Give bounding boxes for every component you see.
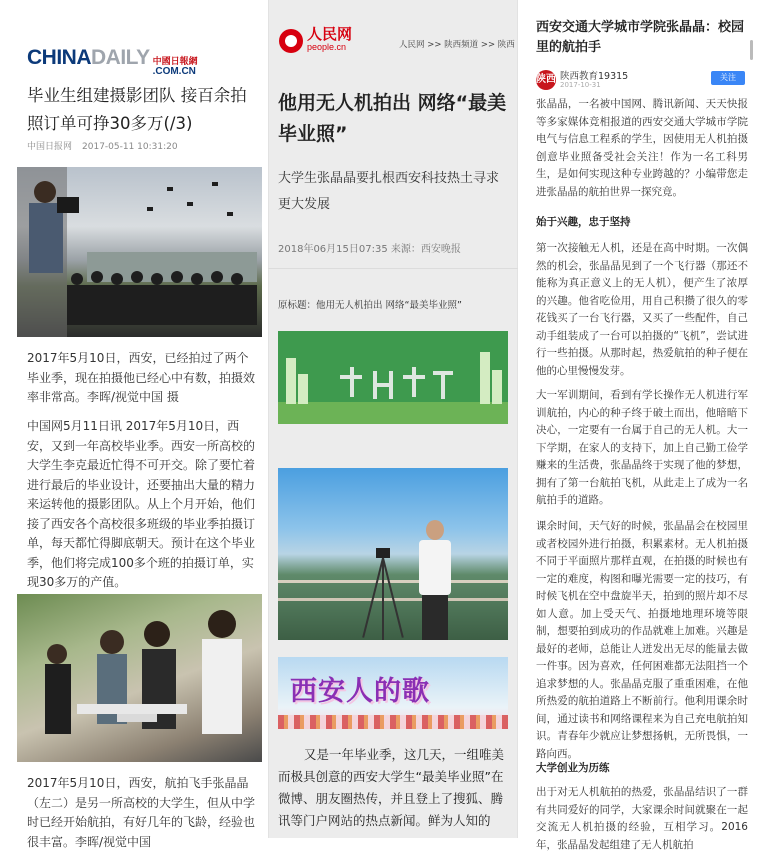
section-heading: 始于兴趣，忠于坚持 <box>536 216 631 228</box>
article-date: 2017-10-31 <box>560 81 601 89</box>
account-avatar[interactable]: 陕西 <box>536 70 556 90</box>
article-source: 中国日报网 <box>27 142 73 152</box>
xian-song-banner[interactable] <box>278 657 508 729</box>
follow-button[interactable]: 关注 <box>711 71 745 85</box>
article-datetime: 2017-05-11 10:31:20 <box>82 142 178 152</box>
people-logo-icon <box>279 29 303 53</box>
graduation-crowd-image <box>17 167 262 337</box>
article-title: 他用无人机拍出 网络“最美毕业照” <box>278 92 507 145</box>
article-paragraph: 课余时间，天气好的时候，张晶晶会在校园里或者校园外进行拍摄，积累素材。无人机拍摄不同于平面照片那样直观，在拍摄的时候也有一定的难度，构图和曝光需要一定的技巧，有时候飞机在空中盘旋半天，拍到的照片却不尽如人意。加上受天气、拍摄地地理环境等限制，想要拍到成功的作品就难上加难。兴趣是最好的老师，总能让人迸发出无尽的能量去做一件事。因为喜欢，任何困难都无法阻挡一个追求梦想的人。张晶晶克服了重重困难，在他所热爱的航拍道路上不断前行。他利用课余时间，通过读书和网络课程来为自己充电航拍知识。青春年少就应让梦想扬帆，无所畏惧，一路向西。 <box>536 520 748 760</box>
section-heading: 大学创业为历练 <box>536 762 610 774</box>
article-title: 西安交通大学城市学院张晶晶：校园里的航拍手 <box>536 20 745 55</box>
breadcrumb[interactable]: 人民网 >> 陕西频道 >> 陕西 <box>399 40 515 50</box>
drone-formation-photo[interactable] <box>278 331 508 424</box>
scrollbar[interactable] <box>750 40 753 60</box>
graduation-photo[interactable] <box>17 167 262 337</box>
tripod-camera <box>368 548 398 640</box>
article-meta <box>27 139 178 152</box>
article-paragraph: 中国网5月11日讯 2017年5月10日，西安，又到一年高校毕业季。西安一所高校的大学生李克最近忙得不可开交。除了要忙着进行最后的毕业设计，还要抽出大量的精力来运转他的摄影团队。从上个月开始，他们接了西安各个高校很多班级的毕业季拍摄订单，每天都忙得脚底朝天。预计在这个毕业季，他们将完成100多个班的拍摄订单，实现30多万的产值。 <box>27 419 256 589</box>
account-name[interactable]: 陕西教育19315 <box>560 71 629 82</box>
drone-team-image <box>17 594 262 762</box>
portrait-with-drone-photo[interactable] <box>278 468 508 640</box>
article-paragraph: 大一军训期间，看到有学长操作无人机进行军训航拍，内心的种子终于破土而出，他暗暗下决心，一定要有一台属于自己的无人机。大一下学期，在家人的支持下，加上自己勤工俭学赚来的生活费，张晶晶终于实现了他的梦想，拥有了第一台航拍飞机，从此走上了成为一名航拍手的道路。 <box>536 389 748 506</box>
article-date-source: 2018年06月15日07:35 来源：西安晚报 <box>278 244 461 255</box>
article-paragraph: 又是一年毕业季，这几天，一组唯美而极具创意的西安大学生“最美毕业照”在微博、朋友圈热传，并且登上了搜狐、腾讯等门户网站的热点新闻。鲜为人知的 <box>278 747 505 828</box>
people-logo[interactable]: 人民网 people.cn <box>279 28 352 54</box>
banner-text: 西安人的歌 <box>290 676 430 707</box>
drone-team-photo[interactable] <box>17 594 262 762</box>
article-paragraph: 第一次接触无人机，还是在高中时期。一次偶然的机会，张晶晶见到了一个飞行器（那还不能称为真正意义上的无人机），便产生了浓厚的兴趣。他省吃俭用，用自己积攒了很久的零花钱买了一台飞行器，又买了一些配件，自己动手组装成了一台可以拍摄的“飞机”，尝试进行一些拍摄。从那时起，热爱航拍的种子便在他的心里慢慢发芽。 <box>536 242 748 377</box>
article-paragraph: 出于对无人机航拍的热爱，张晶晶结识了一群有共同爱好的同学，大家课余时间就聚在一起交流无人机拍摄的经验，互相学习。2016年，张晶晶发起组建了无人机航拍 <box>536 786 748 851</box>
photo-caption: 2017年5月10日，西安，已经拍过了两个毕业季，现在拍摄他已经心中有数，拍摄效率非常高。李晖/视觉中国 摄 <box>27 351 256 404</box>
chinadaily-logo[interactable]: CHINA DAILY 中國日報網 .COM.CN <box>27 46 198 77</box>
student-figure <box>416 520 454 640</box>
original-title: 原标题：他用无人机拍出 网络“最美毕业照” <box>278 300 462 311</box>
people-formation-image <box>278 331 508 424</box>
divider <box>268 268 518 269</box>
article-paragraph: 张晶晶，一名被中国网、腾讯新闻、天天快报等多家媒体竞相报道的西安交通大学城市学院电气与信息工程系的学生，因使用无人机拍摄创意毕业照备受社会关注！作为一名工科男生，是如何实现这种专业跨越的？小编带您走进张晶晶的航拍世界一探究竟。 <box>536 98 748 198</box>
article-title: 毕业生组建摄影团队 接百余拍照订单可挣30多万(/3) <box>27 86 247 133</box>
city-skyline <box>278 715 508 729</box>
article-subtitle: 大学生张晶晶要扎根西安科技热土寻求更大发展 <box>278 171 500 212</box>
photo-caption: 2017年5月10日，西安，航拍飞手张晶晶（左二）是另一所高校的大学生，但从中学时已经开始航拍，有好几年的飞龄，经验也很丰富。李晖/视觉中国 <box>27 776 256 849</box>
